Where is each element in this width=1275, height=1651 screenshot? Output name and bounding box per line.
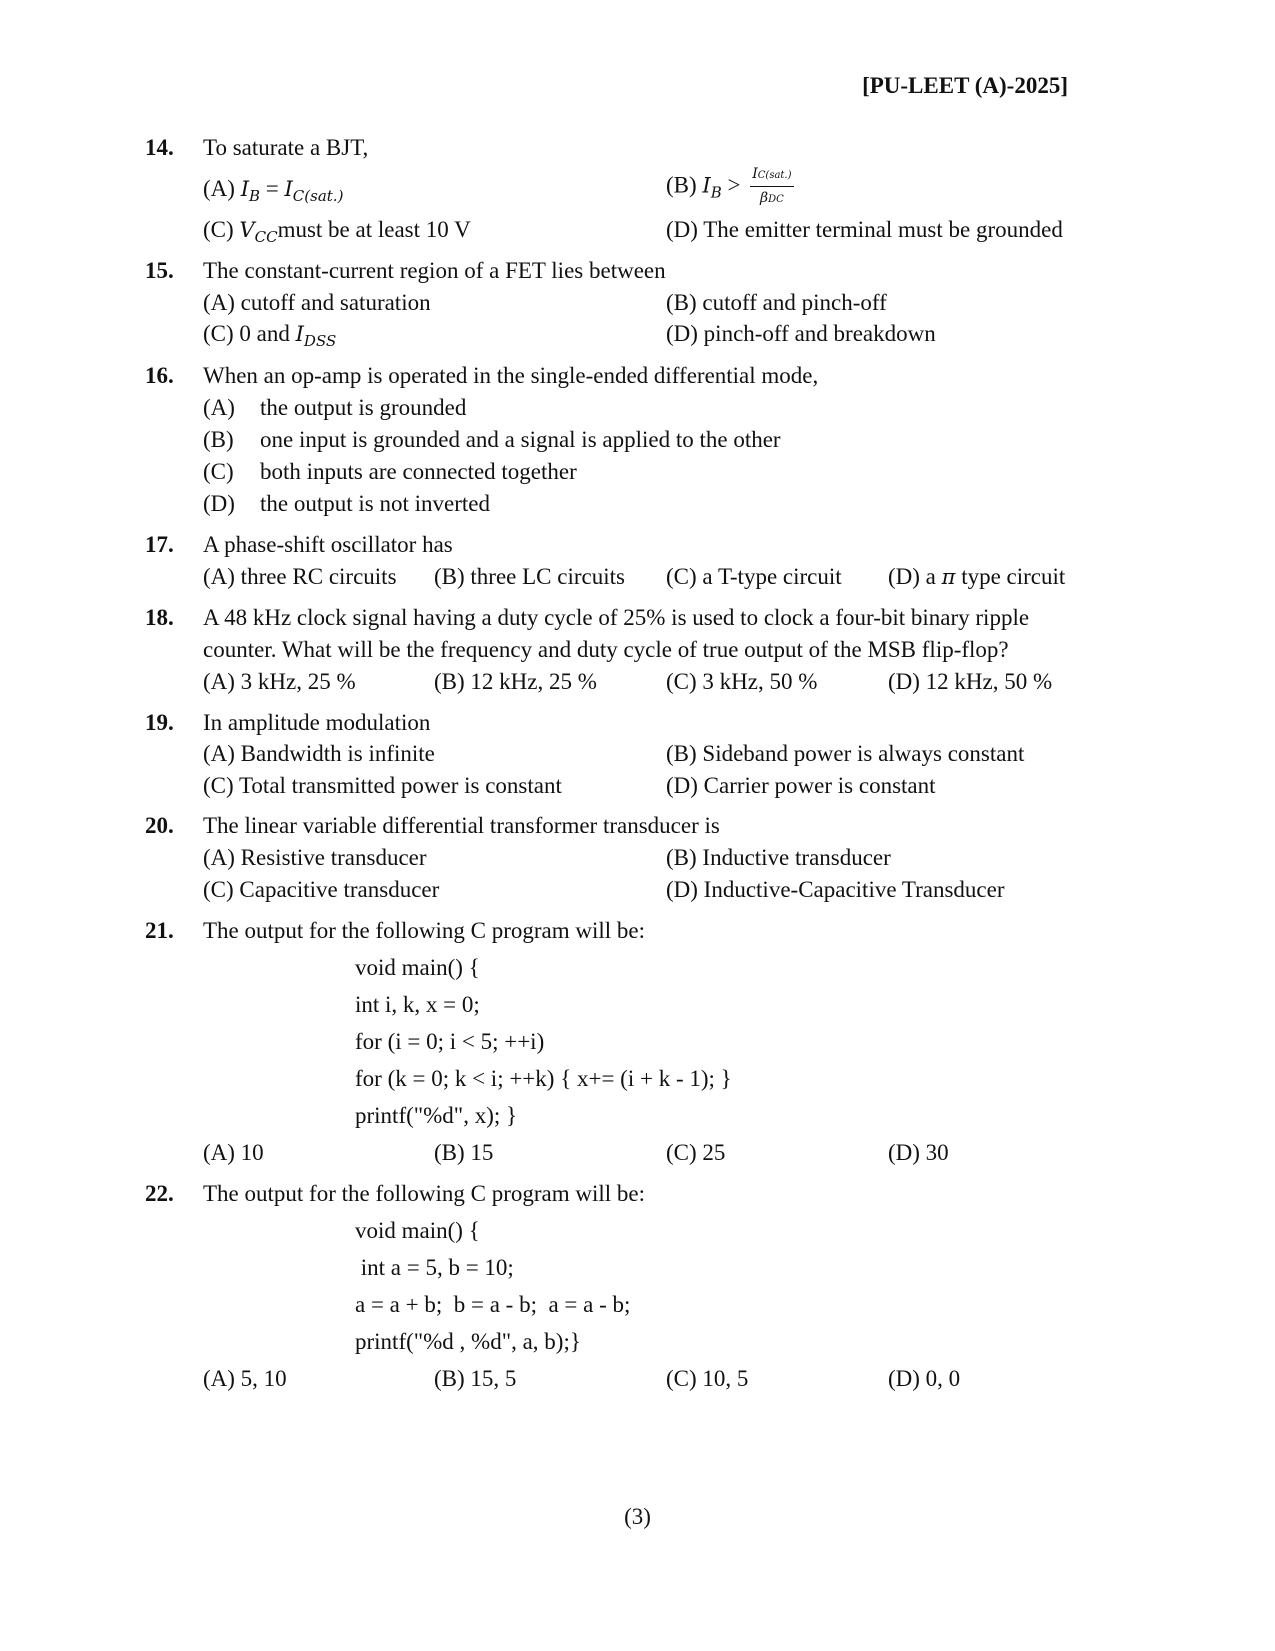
question-number: 20. (145, 813, 174, 838)
question-number: 17. (145, 532, 174, 557)
option-c (0, 459, 1275, 487)
math-var: I (240, 177, 249, 201)
option-text: one input is grounded and a signal is applied to the other (260, 427, 781, 452)
option-label: (B) (666, 172, 703, 198)
option-c: (C) 10, 5 (666, 1366, 749, 1391)
option-c: (C) Capacitive transducer (203, 877, 440, 902)
option-a: (A) 10 (203, 1140, 264, 1165)
option-b: (B) Sideband power is always constant (666, 741, 1025, 766)
option-c (203, 217, 471, 246)
option-text: type circuit (955, 564, 1066, 589)
option-c: (C) 25 (666, 1140, 726, 1165)
page-number: (3) (624, 1504, 651, 1529)
math-var: V (239, 218, 255, 242)
code-text: a = a + b; b = a - b; a = a - b; (355, 1292, 631, 1317)
option-d: (D) pinch-off and breakdown (666, 321, 936, 346)
code-line (0, 1292, 1275, 1320)
question-number: 22. (145, 1181, 174, 1206)
option-text: the output is not inverted (260, 491, 490, 516)
code-line (0, 1255, 1275, 1283)
math-subscript: DSS (303, 332, 337, 350)
option-a: (A) three RC circuits (203, 564, 397, 589)
option-c: (C) 3 kHz, 50 % (666, 669, 818, 694)
question-number: 21. (145, 918, 174, 943)
code-line (0, 1329, 1275, 1357)
code-line (0, 992, 1275, 1020)
fraction-numerator (750, 166, 793, 187)
options-row (0, 845, 1275, 873)
code-line (0, 955, 1275, 983)
math-subscript: CC (254, 228, 278, 246)
math-var: β (759, 190, 769, 206)
option-c (203, 321, 336, 350)
math-subscript: DC (768, 194, 784, 205)
code-text: printf("%d", x); } (355, 1103, 518, 1128)
code-text: printf("%d , %d", a, b);} (355, 1329, 581, 1354)
code-line (0, 1029, 1275, 1057)
option-a (203, 176, 343, 205)
question-text: The output for the following C program will be: (203, 1181, 646, 1206)
question-text-line-1: A 48 kHz clock signal having a duty cycle of 25% is used to clock a four-bit binary ripple (203, 605, 1030, 630)
option-d: (D) 30 (888, 1140, 949, 1165)
option-b: (B) 15, 5 (434, 1366, 517, 1391)
code-text: int i, k, x = 0; (355, 992, 480, 1017)
options-row (0, 564, 1275, 592)
option-b (666, 166, 794, 208)
option-label: (B) (203, 427, 234, 452)
code-text: void main() { (355, 1218, 480, 1243)
question-text: A phase-shift oscillator has (203, 532, 453, 557)
code-text: void main() { (355, 955, 480, 980)
options-row (0, 741, 1275, 769)
question-text: The constant-current region of a FET lies between (203, 258, 666, 283)
option-b: (B) 15 (434, 1140, 494, 1165)
option-b (0, 427, 1275, 455)
option-label: (C) (203, 459, 234, 484)
option-b: (B) 12 kHz, 25 % (434, 669, 597, 694)
options-row (0, 1140, 1275, 1168)
option-a: (A) cutoff and saturation (203, 290, 431, 315)
option-text: (C) 0 and (203, 321, 296, 346)
math-var: π (941, 565, 956, 589)
option-label: (A) (203, 395, 235, 420)
math-subscript: B (248, 187, 261, 205)
option-label: (D) (203, 491, 235, 516)
question-text: In amplitude modulation (203, 710, 431, 735)
question-number: 18. (145, 605, 174, 630)
option-c: (C) Total transmitted power is constant (203, 773, 562, 798)
option-d: (D) Carrier power is constant (666, 773, 936, 798)
option-b: (B) Inductive transducer (666, 845, 891, 870)
code-text: for (i = 0; i < 5; ++i) (355, 1029, 545, 1054)
options-row (0, 321, 1275, 349)
question-text: The linear variable differential transformer transducer is (203, 813, 720, 838)
option-d (0, 491, 1275, 519)
options-row (0, 669, 1275, 697)
fraction-denominator (750, 187, 793, 208)
option-label: (C) (203, 217, 240, 242)
option-d: (D) 0, 0 (888, 1366, 961, 1391)
question-text: When an op-amp is operated in the single-ended differential mode, (203, 363, 819, 388)
option-a: (A) 3 kHz, 25 % (203, 669, 356, 694)
option-d (888, 564, 1065, 590)
exam-header: [PU-LEET (A)-2025] (862, 73, 1068, 98)
option-b: (B) cutoff and pinch-off (666, 290, 887, 315)
option-label: (A) (203, 176, 241, 201)
options-row (0, 217, 1275, 245)
option-d: (D) The emitter terminal must be grounded (666, 217, 1063, 242)
options-row (0, 1366, 1275, 1394)
question-text-line-2-row (0, 637, 1275, 665)
option-text: the output is grounded (260, 395, 467, 420)
code-text: int a = 5, b = 10; (355, 1255, 514, 1280)
options-row (0, 290, 1275, 318)
option-text: (D) a (888, 564, 942, 589)
question-number: 19. (145, 710, 174, 735)
option-a: (A) Bandwidth is infinite (203, 741, 435, 766)
math-operator: = (260, 176, 285, 201)
question-number: 15. (145, 258, 174, 283)
option-a (0, 395, 1275, 423)
code-text: for (k = 0; k < i; ++k) { x+= (i + k - 1); } (355, 1066, 732, 1091)
option-c: (C) a T-type circuit (666, 564, 842, 589)
code-line (0, 1103, 1275, 1131)
options-row (0, 877, 1275, 905)
question-text: The output for the following C program will be: (203, 918, 646, 943)
code-line (0, 1218, 1275, 1246)
question-text-line-2: counter. What will be the frequency and duty cycle of true output of the MSB flip-flop? (203, 637, 1009, 662)
options-row (0, 166, 1275, 206)
option-b: (B) three LC circuits (434, 564, 625, 589)
math-subscript: B (710, 183, 722, 202)
option-a: (A) 5, 10 (203, 1366, 287, 1391)
math-var: I (295, 322, 304, 346)
option-d: (D) 12 kHz, 50 % (888, 669, 1053, 694)
math-var: I (752, 166, 758, 182)
options-row (0, 773, 1275, 801)
question-number: 14. (145, 135, 174, 160)
option-d: (D) Inductive-Capacitive Transducer (666, 877, 1005, 902)
fraction (750, 166, 793, 208)
option-a: (A) Resistive transducer (203, 845, 427, 870)
math-operator: > (721, 172, 747, 198)
math-var: I (702, 173, 711, 198)
math-subscript: C(sat.) (757, 170, 792, 181)
question-text: To saturate a BJT, (203, 135, 369, 160)
math-var: I (284, 177, 293, 201)
code-line (0, 1066, 1275, 1094)
option-text: both inputs are connected together (260, 459, 577, 484)
question-number: 16. (145, 363, 174, 388)
option-text: must be at least 10 V (277, 217, 471, 242)
math-subscript: C(sat.) (292, 187, 344, 205)
